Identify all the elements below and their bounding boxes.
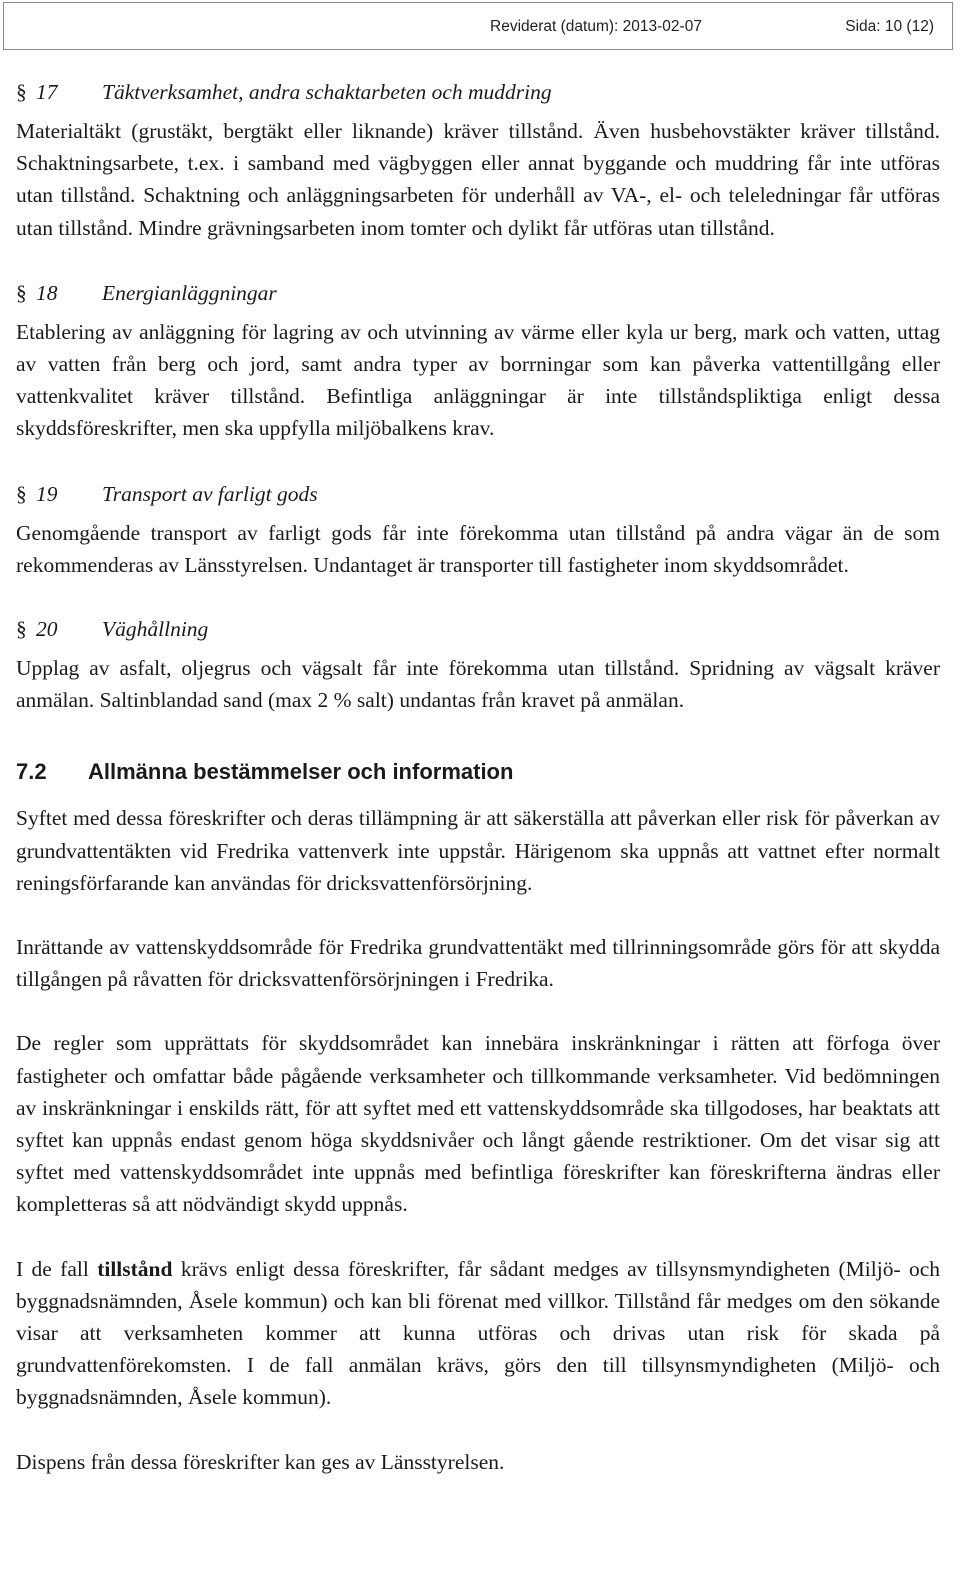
paragraph-heading — [16, 478, 940, 510]
page-header — [3, 2, 953, 50]
text-run: I de fall — [16, 1256, 98, 1281]
section-text-4 — [16, 1253, 940, 1414]
section-text-5: Dispens från dessa föreskrifter kan ges av Länsstyrelsen. — [16, 1449, 505, 1474]
section-heading — [16, 756, 940, 788]
document-body — [16, 76, 940, 1478]
section-symbol: § — [16, 481, 27, 506]
section-number: 7.2 — [16, 759, 47, 785]
section-symbol: § — [16, 280, 27, 305]
paragraph-heading — [16, 277, 940, 309]
paragraph-18 — [16, 277, 940, 445]
section-symbol: § — [16, 617, 27, 642]
paragraph-17 — [16, 76, 940, 244]
revision-date: Reviderat (datum): 2013-02-07 — [490, 18, 702, 35]
bold-term: tillstånd — [97, 1256, 173, 1281]
paragraph-number: 18 — [36, 280, 58, 305]
page-number: Sida: 10 (12) — [845, 18, 934, 35]
paragraph-text: Materialtäkt (grustäkt, bergtäkt eller liknande) kräver tillstånd. Även husbehovstäkter kräver tillstånd. Schaktningsarbete, t.ex. i samband med vägbyggen eller annat byggande och muddring får inte utföras utan tillstånd. Schaktning och anläggningsarbeten för underhåll av VA-, el- och teleledningar får utföras utan tillstånd. Mindre grävningsarbeten inom tomter och dylikt får utföras utan tillstånd. — [16, 119, 940, 240]
paragraph-text: Upplag av asfalt, oljegrus och vägsalt får inte förekomma utan tillstånd. Spridning av vägsalt kräver anmälan. Saltinblandad sand (max 2 % salt) undantas från kravet på anmälan. — [16, 656, 940, 713]
paragraph-text: Genomgående transport av farligt gods får inte förekomma utan tillstånd på andra vägar än de som rekommenderas av Länsstyrelsen. Undantaget är transporter till fastigheter inom skyddsområdet. — [16, 520, 940, 577]
section-7-2 — [16, 756, 940, 1477]
paragraph-number: 19 — [36, 481, 58, 506]
paragraph-heading — [16, 76, 940, 108]
section-symbol: § — [16, 80, 27, 104]
text-run: krävs enligt dessa föreskrifter, får sådant medges av tillsynsmyndigheten (Miljö- och byggnadsnämnden, Åsele kommun) och kan bli förenat med villkor. Tillstånd får medges om den sökande visar att verksamheten kommer att kunna utföras och drivas utan risk för skada på grundvattenförekomsten. I de fall anmälan krävs, görs den till tillsynsmyndigheten (Miljö- och byggnadsnämnden, Åsele kommun). — [16, 1256, 940, 1410]
paragraph-title: Transport av farligt gods — [102, 481, 318, 506]
section-text-2: Inrättande av vattenskyddsområde för Fredrika grundvattentäkt med tillrinningsområde görs för att skydda tillgången på råvatten för dricksvattenförsörjningen i Fredrika. — [16, 935, 940, 992]
paragraph-number: 17 — [36, 80, 58, 104]
paragraph-title: Täktverksamhet, andra schaktarbeten och muddring — [102, 80, 552, 104]
section-title: Allmänna bestämmelser och information — [88, 759, 514, 785]
paragraph-title: Energianläggningar — [102, 280, 277, 305]
section-text-1: Syftet med dessa föreskrifter och deras tillämpning är att säkerställa att påverkan eller risk för påverkan av grundvattentäkten vid Fredrika vattenverk inte uppstår. Härigenom ska uppnås att vattnet efter normalt reningsförfarande kan användas för dricksvattenförsörjning. — [16, 806, 940, 895]
paragraph-heading — [16, 613, 940, 645]
paragraph-19 — [16, 478, 940, 581]
paragraph-text: Etablering av anläggning för lagring av och utvinning av värme eller kyla ur berg, mark och vatten, uttag av vatten från berg och jord, samt andra typer av borrningar som kan påverka vattentillgång eller vattenkvalitet kräver tillstånd. Befintliga anläggningar är inte tillståndspliktiga enligt dessa skyddsföreskrifter, men ska uppfylla miljöbalkens krav. — [16, 319, 940, 441]
paragraph-20 — [16, 613, 940, 716]
paragraph-number: 20 — [36, 617, 58, 642]
section-text-3: De regler som upprättats för skyddsområdet kan innebära inskränkningar i rätten att förfoga över fastigheter och omfattar både pågående verksamheter och tillkommande verksamheter. Vid bedömningen av inskränkningar i enskilds rätt, för att syftet med ett vattenskyddsområde ska tillgodoses, har beaktats att syftet kan uppnås endast genom höga skyddsnivåer och långt gående restriktioner. Om det visar sig att syftet med vattenskyddsområdet inte uppnås med befintliga föreskrifter kan föreskrifterna ändras eller kompletteras så att nödvändigt skydd uppnås. — [16, 1031, 940, 1217]
paragraph-title: Väghållning — [102, 617, 209, 642]
